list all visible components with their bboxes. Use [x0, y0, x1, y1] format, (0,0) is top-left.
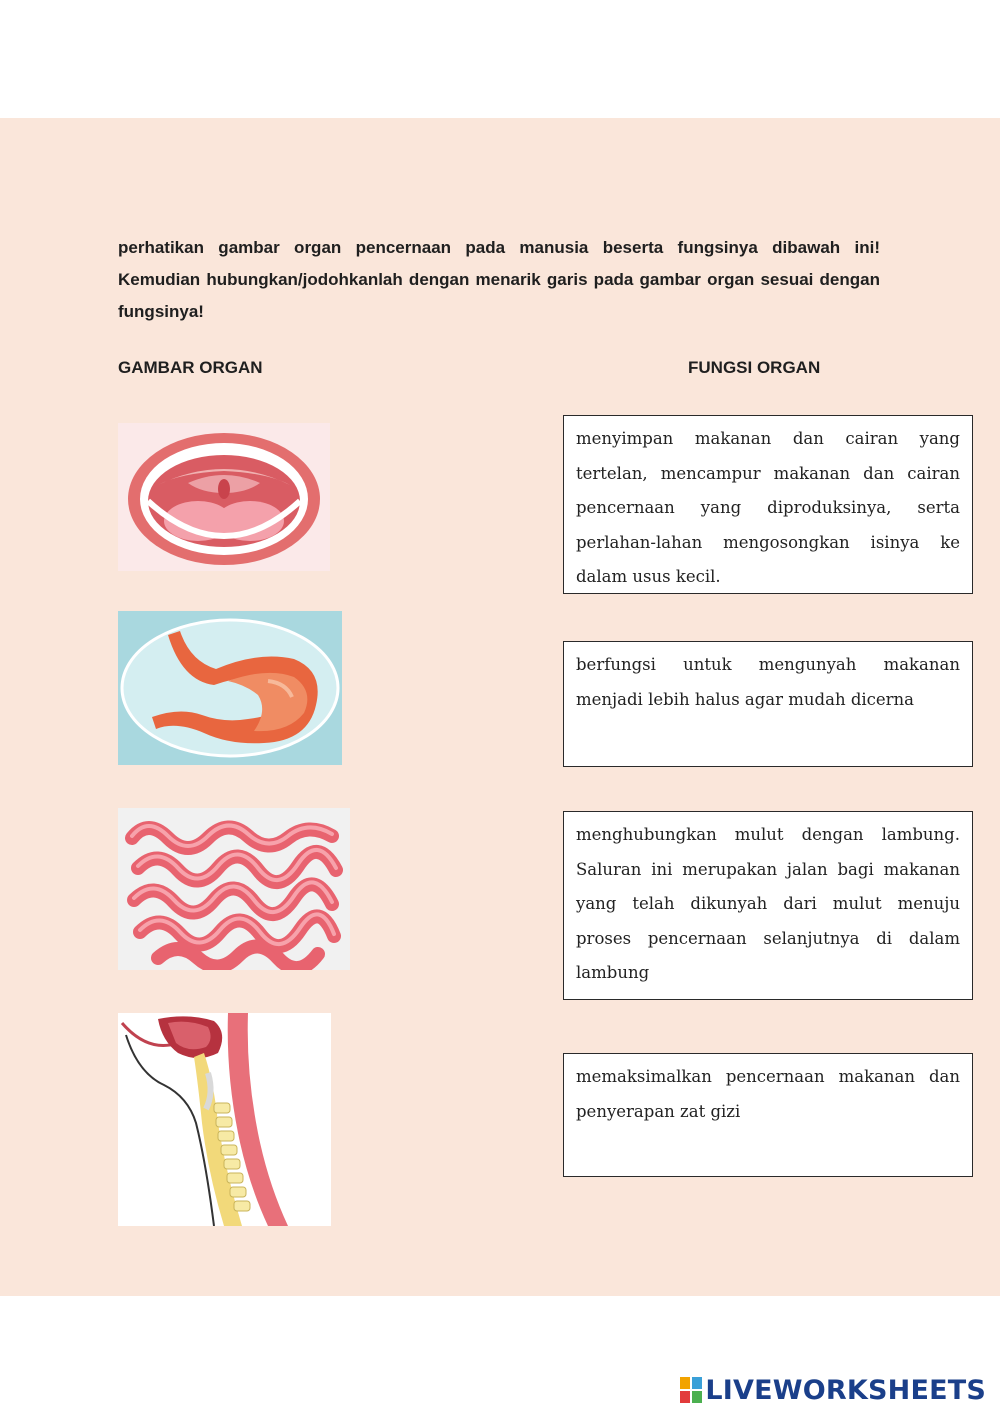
function-text-1: menyimpan makanan dan cairan yang tertelan, mencampur makanan dan cairan pencernaan yang diproduksinya, serta perlahan-lahan mengosongkan isinya ke dalam usus kecil.: [576, 429, 960, 586]
esophagus-icon: [118, 1013, 331, 1226]
worksheet-page: [0, 118, 1000, 1296]
intestine-icon: [118, 808, 350, 970]
function-box-1[interactable]: [563, 415, 973, 594]
header-fungsi-organ: FUNGSI ORGAN: [688, 358, 821, 377]
stomach-image[interactable]: [118, 611, 342, 765]
liveworksheets-mark-icon: [680, 1377, 702, 1403]
stomach-icon: [118, 611, 342, 765]
small-intestine-image[interactable]: [118, 808, 350, 970]
function-text-2: berfungsi untuk mengunyah makanan menjadi lebih halus agar mudah dicerna: [576, 655, 960, 709]
function-box-4[interactable]: [563, 1053, 973, 1177]
function-text-4: memaksimalkan pencernaan makanan dan penyerapan zat gizi: [576, 1067, 960, 1121]
mouth-image[interactable]: [118, 423, 330, 571]
function-box-2[interactable]: [563, 641, 973, 767]
esophagus-image[interactable]: [118, 1013, 331, 1226]
instructions-text: perhatikan gambar organ pencernaan pada manusia beserta fungsinya dibawah ini! Kemudian hubungkan/jodohkanlah dengan menarik garis pada gambar organ sesuai dengan fungsinya!: [118, 238, 880, 321]
liveworksheets-logo[interactable]: [680, 1372, 986, 1408]
function-box-3[interactable]: [563, 811, 973, 1000]
liveworksheets-logo-text: LIVEWORKSHEETS: [705, 1374, 986, 1406]
header-gambar-organ: GAMBAR ORGAN: [118, 358, 263, 377]
mouth-icon: [118, 423, 330, 571]
function-text-3: menghubungkan mulut dengan lambung. Saluran ini merupakan jalan bagi makanan yang telah dikunyah dari mulut menuju proses pencernaan selanjutnya di dalam lambung: [576, 825, 960, 982]
